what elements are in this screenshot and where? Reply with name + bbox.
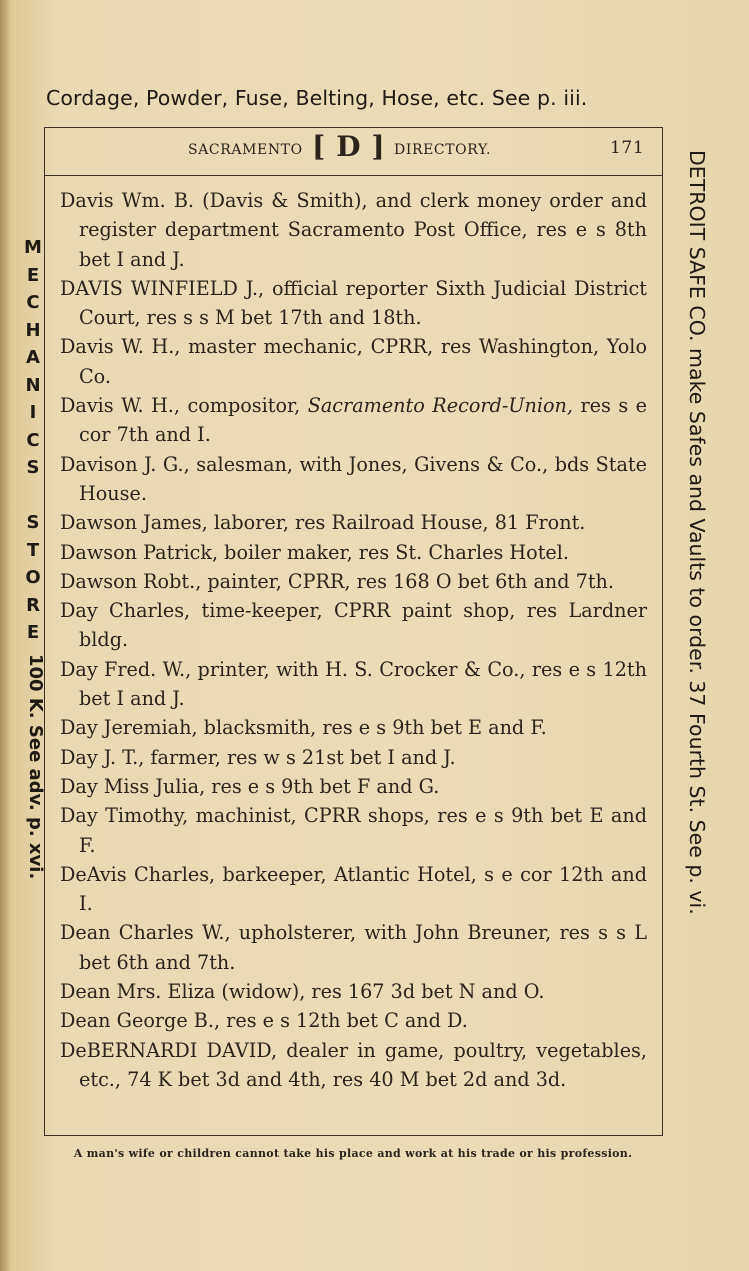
- directory-entry: DeBERNARDI DAVID, dealer in game, poultry, vegetables, etc., 74 K bet 3d and 4th, res 40 M bet 2d and 3d.: [60, 1038, 647, 1091]
- left-ad-letter: [18, 482, 48, 510]
- left-ad-letter: I: [29, 402, 37, 423]
- left-ad-letter: O: [25, 567, 41, 588]
- directory-entry: Day Fred. W., printer, with H. S. Crocker & Co., res e s 12th bet I and J.: [60, 657, 647, 711]
- footer-note: A man's wife or children cannot take his place and work at his trade or his profession.: [73, 1147, 633, 1160]
- directory-entry: Davis Wm. B. (Davis & Smith), and clerk money order and register department Sacramento Post Office, res e s 8th bet I and J.: [60, 189, 647, 271]
- left-ad-letter: E: [26, 622, 40, 643]
- left-ad-letter: M: [24, 237, 42, 258]
- running-head-title: DIRECTORY.: [394, 142, 492, 158]
- left-ad-letter: H: [25, 319, 41, 341]
- left-ad-letter: C: [26, 292, 40, 313]
- entry-text: res s e cor 7th and I.: [79, 394, 648, 447]
- header-rule: [44, 175, 663, 176]
- directory-entry: Day Jeremiah, blacksmith, res e s 9th bet E and F.: [60, 716, 547, 740]
- running-head-letter: [ D ]: [312, 130, 386, 163]
- directory-entry: Dean Mrs. Eliza (widow), res 167 3d bet N and O.: [60, 980, 545, 1004]
- directory-entry: Dean George B., res e s 12th bet C and D.: [60, 1009, 468, 1033]
- left-ad-letter: A: [26, 347, 40, 368]
- directory-entry: Day Charles, time-keeper, CPRR paint shop, res Lardner bldg.: [60, 599, 647, 652]
- directory-entry: Davis W. H., master mechanic, CPRR, res Washington, Yolo Co.: [60, 335, 647, 388]
- left-ad-letter: R: [26, 594, 40, 616]
- running-head: [44, 130, 663, 174]
- left-ad-letter: N: [25, 374, 41, 396]
- directory-entry: Day J. T., farmer, res w s 21st bet I and J.: [60, 745, 456, 769]
- left-ad-letters: [18, 234, 48, 647]
- left-margin-advertisement: [18, 234, 48, 880]
- running-head-city: SACRAMENTO: [188, 142, 303, 158]
- directory-entries: [60, 186, 647, 1094]
- left-ad-rotated-text: 100 K. See adv. p. xvi.: [25, 654, 46, 880]
- left-ad-letter: T: [26, 539, 40, 561]
- left-ad-letter: C: [26, 429, 40, 451]
- directory-entry: [60, 391, 647, 450]
- directory-entry: Day Timothy, machinist, CPRR shops, res e s 9th bet E and F.: [60, 804, 647, 857]
- directory-entry: Dean Charles W., upholsterer, with John Breuner, res s s L bet 6th and 7th.: [60, 921, 647, 974]
- directory-entry: Davison J. G., salesman, with Jones, Givens & Co., bds State House.: [60, 452, 647, 505]
- left-ad-letter: S: [26, 457, 40, 478]
- right-margin-advertisement: DETROIT SAFE CO. make Safes and Vaults to order. 37 Fourth St. See p. vi.: [685, 150, 709, 915]
- directory-entry: Dawson Robt., painter, CPRR, res 168 O bet 6th and 7th.: [60, 569, 615, 593]
- entry-italic-text: Sacramento Record-Union,: [307, 394, 573, 418]
- entry-text: Davis W. H., compositor,: [60, 394, 308, 418]
- page-number: 171: [610, 138, 645, 158]
- directory-entry: DAVIS WINFIELD J., official reporter Sixth Judicial District Court, res s s M bet 17th and 18th.: [60, 276, 647, 330]
- left-ad-letter: E: [26, 264, 40, 286]
- directory-entry: Day Miss Julia, res e s 9th bet F and G.: [60, 774, 440, 798]
- directory-entry: Dawson James, laborer, res Railroad House, 81 Front.: [60, 511, 586, 535]
- top-advertisement: Cordage, Powder, Fuse, Belting, Hose, etc. See p. iii.: [46, 86, 588, 110]
- directory-entry: Dawson Patrick, boiler maker, res St. Charles Hotel.: [60, 540, 569, 564]
- spine-shadow: [0, 0, 10, 1271]
- left-ad-letter: S: [26, 512, 40, 533]
- directory-entry: DeAvis Charles, barkeeper, Atlantic Hotel, s e cor 12th and I.: [60, 862, 647, 916]
